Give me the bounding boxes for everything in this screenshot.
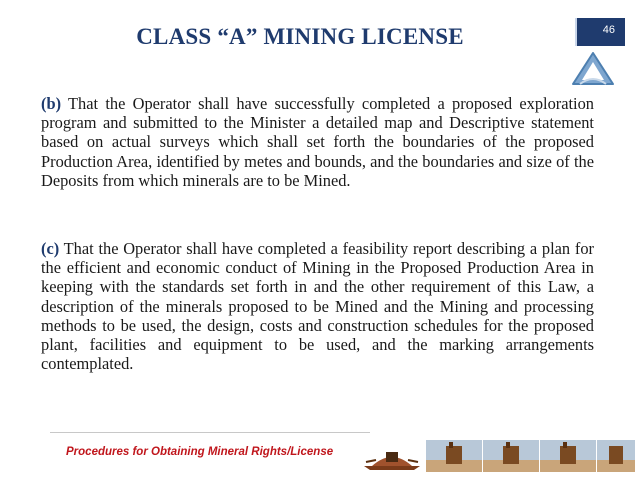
mining-rig-image	[362, 440, 422, 472]
mining-rig-image	[483, 440, 539, 472]
paragraph-b-text: That the Operator shall have successfully completed a proposed exploration program and submitted to the Minister a detailed map and Descriptive statement based on actual surveys which shall set forth the boundaries of the proposed Production Area, identified by metes and bounds, and the boundaries and size of the Deposits from which minerals are to be Mined.	[41, 94, 594, 190]
paragraph-c-text: That the Operator shall have completed a feasibility report describing a plan for the efficient and economic conduct of Mining in the Proposed Production Area in keeping with the standards set forth in and the other requirement of this Law, a description of the minerals proposed to be Mined and the Mining and processing methods to be used, the design, costs and construction schedules for the proposed plant, facilities and equipment to be used, and the marking arrangements contemplated.	[41, 239, 594, 374]
paragraph-c	[41, 239, 594, 373]
paragraph-c-label: (c)	[41, 239, 60, 258]
footer-caption: Procedures for Obtaining Mineral Rights/License	[66, 446, 334, 458]
paragraph-b	[41, 94, 594, 190]
mining-rig-image	[426, 440, 482, 472]
mining-rig-image	[597, 440, 635, 472]
slide-title: CLASS “A” MINING LICENSE	[136, 24, 464, 49]
footer-divider	[50, 432, 370, 433]
paragraph-b-label: (b)	[41, 94, 62, 113]
page-number-tab	[575, 18, 625, 46]
triangle-logo-icon	[570, 50, 616, 88]
page-number: 46	[602, 24, 615, 36]
mining-rig-image	[540, 440, 596, 472]
